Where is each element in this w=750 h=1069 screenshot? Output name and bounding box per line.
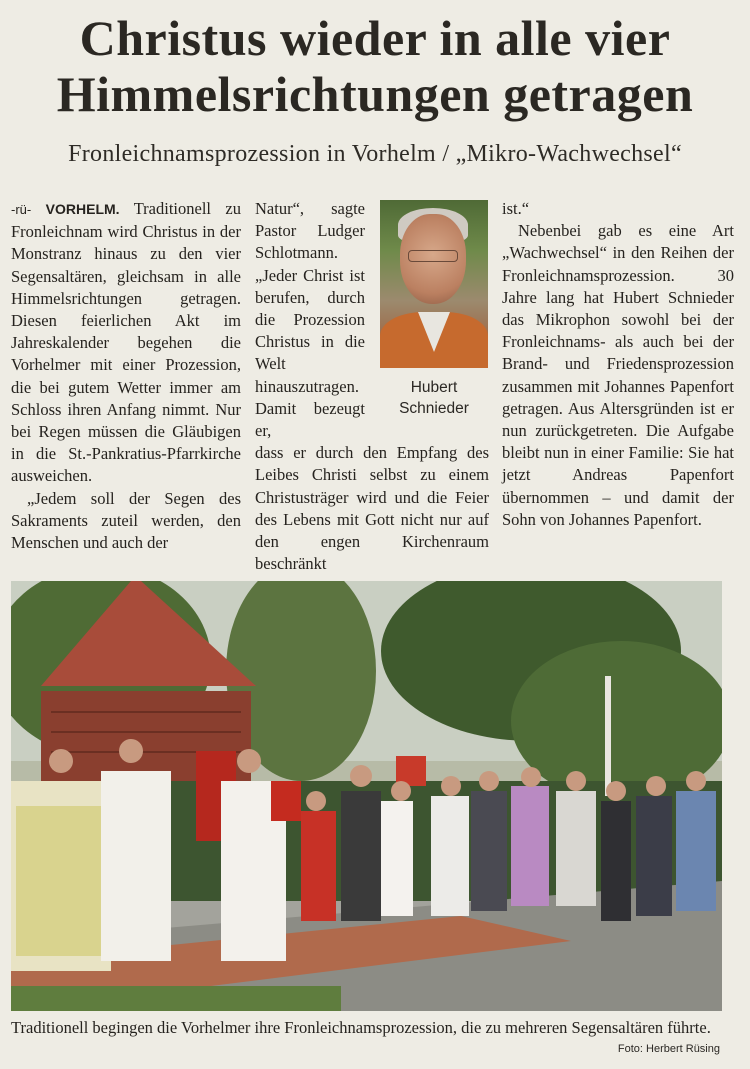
- article-column-3: [502, 198, 734, 531]
- column-3-continuation: ist.“: [502, 199, 530, 218]
- column-2-top-text: Natur“, sagte Pastor Ludger Schlotmann. „Jeder Christ ist berufen, durch die Prozession Christus in die Welt hinauszutragen. Damit bezeugt er,: [255, 199, 365, 441]
- quote-paragraph: „Jedem soll der Segen des Sakraments zuteil werden, den Menschen und auch der: [11, 488, 241, 553]
- headline-line-2: Himmelsrichtungen getragen: [56, 66, 694, 122]
- procession-photo-graphic: [11, 581, 722, 1011]
- dateline-place: VORHELM.: [45, 201, 120, 217]
- article-column-1: [11, 198, 241, 554]
- portrait-caption-lastname: Schnieder: [399, 400, 469, 417]
- portrait-caption: [380, 377, 488, 419]
- portrait-caption-firstname: Hubert: [410, 379, 458, 396]
- photo-credit: Foto: Herbert Rüsing: [617, 1043, 720, 1055]
- byline: -rü-: [11, 202, 32, 217]
- column-2-bottom-text: dass er durch den Empfang des Leibes Christi selbst zu einem Christusträger wird und die Feier des Lebens mit Gott nicht nur auf den engen Kirchenraum beschränkt: [255, 443, 489, 574]
- portrait-glasses: [408, 250, 458, 262]
- column-3-paragraph: Nebenbei gab es eine Art „Wachwechsel“ in den Reihen der Fronleichnamsprozession. 30 Jahre lang hat Hubert Schnieder das Mikrophon sowohl bei der Fronleichnams- als auch bei der Brand- und Friedensprozession zusammen mit Johannes Papenfort getragen. Aus Altersgründen ist er nun zurückgetreten. Die Aufgabe bleibt nun in einer Familie: Sie hat jetzt Andreas Papenfort übernommen – und damit der Sohn von Johannes Papenfort.: [502, 221, 734, 529]
- subheadline: Fronleichnamsprozession in Vorhelm / „Mikro-Wachwechsel“: [68, 141, 682, 167]
- headline: [0, 10, 750, 122]
- procession-photo: [11, 581, 722, 1011]
- photo-caption: Traditionell begingen die Vorhelmer ihre Fronleichnamsprozession, die zu mehreren Segensaltären führte.: [11, 1018, 711, 1037]
- lead-paragraph: [11, 198, 241, 488]
- headline-line-1: Christus wieder in alle vier: [79, 10, 671, 66]
- lead-text: Traditionell zu Fronleichnam wird Christus in der Monstranz hinaus zu den vier Segensaltären, gleichsam in alle Himmelsrichtungen getragen. Diesen feierlichen Akt im Jahreskalender begehen die Vorhelmer mit einer Prozession, die bei gutem Wetter immer am Schloss ihren Anfang nimmt. Nur bei Regen müssen die Gläubigen in die St.-Pankratius-Pfarrkirche ausweichen.: [11, 199, 242, 486]
- portrait-photo: [380, 200, 488, 368]
